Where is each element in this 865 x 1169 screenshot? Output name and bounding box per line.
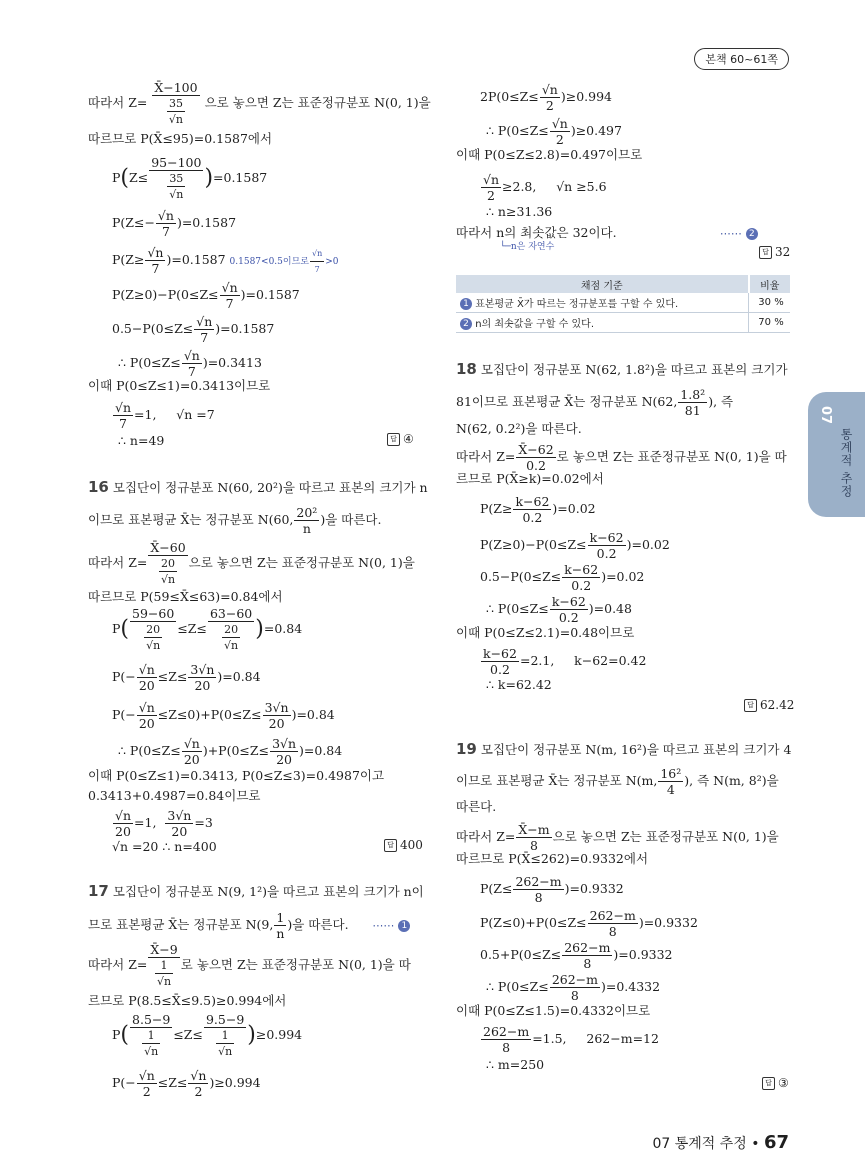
p19-line-1: 19 모집단이 정규분포 N(m, 16²)을 따르고 표본의 크기가 4 (456, 740, 792, 758)
footer-chapter: 07 통계적 추정 • (652, 1136, 760, 1152)
p15-line-9: 이때 P(0≤Z≤1)=0.3413이므로 (88, 378, 271, 393)
p17-right-line-3: 이때 P(0≤Z≤2.8)=0.497이므로 (456, 147, 643, 162)
p15-line-2: 따르므로 P(X̄≤95)=0.1587에서 (88, 131, 273, 146)
scoring-table (456, 275, 790, 333)
p15-line-3: P(Z≤ $\frac{95-100}{\frac{35}{√n}}$ )=0.1587 (112, 155, 268, 201)
p17-right-line-1: 2P(0≤Z≤ $\frac{√n}{2}$ )≥0.994 (480, 82, 612, 113)
p15-line-4: P(Z≤− $\frac{√n}{7}$ )=0.1587 (112, 208, 237, 239)
p18-line-11: $\frac{k-62}{0.2}$ =2.1, k−62=0.42 (483, 646, 647, 677)
p17-note: └─n은 자연수 (500, 242, 555, 252)
answer-icon: 답 (384, 839, 397, 852)
p19-line-8: 0.5+P(0≤Z≤ $\frac{262-m}{8}$ )=0.9332 (480, 940, 673, 971)
chapter-number: 07 (818, 406, 833, 425)
p15-line-7: 0.5−P(0≤Z≤ $\frac{√n}{7}$ )=0.1587 (112, 314, 275, 345)
p19-line-4: 따라서 Z= $\frac{X̄-m}{8}$ 으로 놓으면 Z는 표준정규분포 N(0, 1)을 (456, 822, 779, 853)
p16-line-4: 따르므로 P(59≤X̄≤63)=0.84에서 (88, 589, 283, 604)
p15-line-11: ∴ n=49 (118, 433, 165, 448)
p19-line-9: ∴ P(0≤Z≤ $\frac{262-m}{8}$ )=0.4332 (486, 972, 661, 1003)
step-1-badge: 1 (398, 920, 410, 932)
p18-line-6: P(Z≥ $\frac{k-62}{0.2}$ )=0.02 (480, 494, 596, 525)
p15-line-1: 따라서 Z= $\frac{X̄-100}{\frac{35}{√n}}$ 으로 놓으면 Z는 표준정규분포 N(0, 1)을 (88, 80, 431, 126)
p19-line-10: 이때 P(0≤Z≤1.5)=0.4332이므로 (456, 1003, 651, 1018)
p16-line-3: 따라서 Z= $\frac{X̄-60}{\frac{20}{√n}}$ 으로 놓으면 Z는 표준정규분포 N(0, 1)을 (88, 540, 415, 586)
p17-line-6: P(− $\frac{√n}{2}$ ≤Z≤ $\frac{√n}{2}$ )≥0.994 (112, 1068, 261, 1099)
table-row: 1 표본평균 X̄가 따르는 정규분포를 구할 수 있다. 30 % (456, 293, 790, 313)
p18-line-2: 81이므로 표본평균 X̄는 정규분포 N(62, $\frac{\text{1.8²}}{81}$ ), 즉 (456, 387, 734, 418)
p17-answer: 답 32 (759, 245, 790, 259)
p15-answer: 답 ④ (387, 432, 414, 446)
p17-line-5: P( $\frac{8.5-9}{\frac{1}{√n}}$ ≤Z≤ $\frac{9.5-9}{\frac{1}{√n}}$ )≥0.994 (112, 1012, 303, 1058)
p19-line-6: P(Z≤ $\frac{262-m}{8}$ )=0.9332 (480, 874, 624, 905)
p17-line-3: 따라서 Z= $\frac{X̄-9}{\frac{1}{√n}}$ 로 놓으면 Z는 표준정규분포 N(0, 1)을 따 (88, 942, 411, 988)
p18-line-1: 18 모집단이 정규분포 N(62, 1.8²)을 따르고 표본의 크기가 (456, 360, 788, 378)
p17-line-2: 므로 표본평균 X̄는 정규분포 N(9, $\frac{1}{n}$ )을 따른다. ⋯⋯ 1 (88, 910, 410, 941)
table-row: 2 n의 최솟값을 구할 수 있다. 70 % (456, 313, 790, 333)
p19-line-7: P(Z≤0)+P(0≤Z≤ $\frac{262-m}{8}$ )=0.9332 (480, 908, 698, 939)
p16-line-12: √n =20 ∴ n=400 (112, 839, 217, 854)
p17-right-line-6: 따라서 n의 최솟값은 32이다. ⋯⋯ 2 (456, 224, 758, 243)
p16-line-2: 이므로 표본평균 X̄는 정규분포 N(60, $\frac{\text{20²}}{n}$ )을 따른다. (88, 505, 382, 536)
p15-line-8: ∴ P(0≤Z≤ $\frac{√n}{7}$ )=0.3413 (118, 348, 262, 379)
p17-right-line-4: $\frac{√n}{2}$ ≥2.8, √n ≥5.6 (483, 172, 607, 203)
scoring-header-ratio: 비율 (749, 275, 791, 293)
p18-line-5: 르므로 P(X̄≥k)=0.02에서 (456, 471, 604, 486)
p16-line-11: $\frac{√n}{20}$ =1, $\frac{3√n}{20}$ =3 (115, 808, 213, 839)
p17-line-1: 17 모집단이 정규분포 N(9, 1²)을 따르고 표본의 크기가 n이 (88, 882, 424, 900)
answer-icon: 답 (387, 433, 400, 446)
page-number: 67 (763, 1132, 789, 1153)
p18-line-9: ∴ P(0≤Z≤ $\frac{k-62}{0.2}$ )=0.48 (486, 594, 632, 625)
p19-line-2: 이므로 표본평균 X̄는 정규분포 N(m, $\frac{\text{16²}}{4}$ ), 즉 N(m, 8²)을 (456, 766, 779, 797)
p17-right-line-5: ∴ n≥31.36 (486, 204, 553, 219)
p19-line-3: 따른다. (456, 799, 497, 814)
p15-line-10: $\frac{√n}{7}$ =1, √n =7 (115, 400, 215, 431)
p16-line-7: P(− $\frac{√n}{20}$ ≤Z≤0)+P(0≤Z≤ $\frac{3√n}{20}$ )=0.84 (112, 700, 335, 731)
p19-line-5: 따르므로 P(X̄≤262)=0.9332에서 (456, 851, 649, 866)
answer-icon: 답 (744, 699, 757, 712)
p16-line-6: P(− $\frac{√n}{20}$ ≤Z≤ $\frac{3√n}{20}$ )=0.84 (112, 662, 261, 693)
page-footer (652, 1132, 789, 1153)
p17-line-4: 르므로 P(8.5≤X̄≤9.5)≥0.994에서 (88, 993, 287, 1008)
p16-line-8: ∴ P(0≤Z≤ $\frac{√n}{20}$ )+P(0≤Z≤ $\frac{3√n}{20}$ )=0.84 (118, 736, 343, 767)
page-range-tag: 본책 60~61쪽 (694, 48, 789, 70)
p19-answer: 답 ③ (762, 1076, 789, 1090)
p18-line-3: N(62, 0.2²)을 따른다. (456, 421, 582, 436)
answer-icon: 답 (762, 1077, 775, 1090)
p16-line-9: 이때 P(0≤Z≤1)=0.3413, P(0≤Z≤3)=0.4987이고 (88, 768, 385, 783)
p18-line-12: ∴ k=62.42 (486, 677, 552, 692)
scoring-header-criteria: 채점 기준 (456, 275, 749, 293)
p18-line-4: 따라서 Z= $\frac{X̄-62}{0.2}$ 로 놓으면 Z는 표준정규분포 N(0, 1)을 따 (456, 442, 787, 473)
p15-line-6: P(Z≥0)−P(0≤Z≤ $\frac{√n}{7}$ )=0.1587 (112, 280, 300, 311)
chapter-title: 통계적 추정 (839, 428, 853, 498)
p16-answer: 답 400 (384, 838, 423, 852)
p15-line-5: P(Z≥ $\frac{√n}{7}$ )=0.1587 0.1587<0.5이므로 $\frac{√n}{7}$ >0 (112, 245, 339, 276)
p16-line-5: P( $\frac{59-60}{\frac{20}{√n}}$ ≤Z≤ $\frac{63-60}{\frac{20}{√n}}$ )=0.84 (112, 606, 303, 652)
p18-line-7: P(Z≥0)−P(0≤Z≤ $\frac{k-62}{0.2}$ )=0.02 (480, 530, 670, 561)
chapter-side-tab[interactable] (808, 392, 865, 517)
p18-line-10: 이때 P(0≤Z≤2.1)=0.48이므로 (456, 625, 635, 640)
p19-line-11: $\frac{262-m}{8}$ =1.5, 262−m=12 (483, 1024, 659, 1055)
p17-right-line-2: ∴ P(0≤Z≤ $\frac{√n}{2}$ )≥0.497 (486, 116, 622, 147)
p18-line-8: 0.5−P(0≤Z≤ $\frac{k-62}{0.2}$ )=0.02 (480, 562, 645, 593)
step-2-badge: 2 (746, 228, 758, 240)
p16-line-10: 0.3413+0.4987=0.84이므로 (88, 788, 261, 803)
p16-line-1: 16 모집단이 정규분포 N(60, 20²)을 따르고 표본의 크기가 n (88, 478, 428, 496)
p19-line-12: ∴ m=250 (486, 1057, 545, 1072)
p18-answer: 답 62.42 (744, 698, 794, 712)
answer-icon: 답 (759, 246, 772, 259)
